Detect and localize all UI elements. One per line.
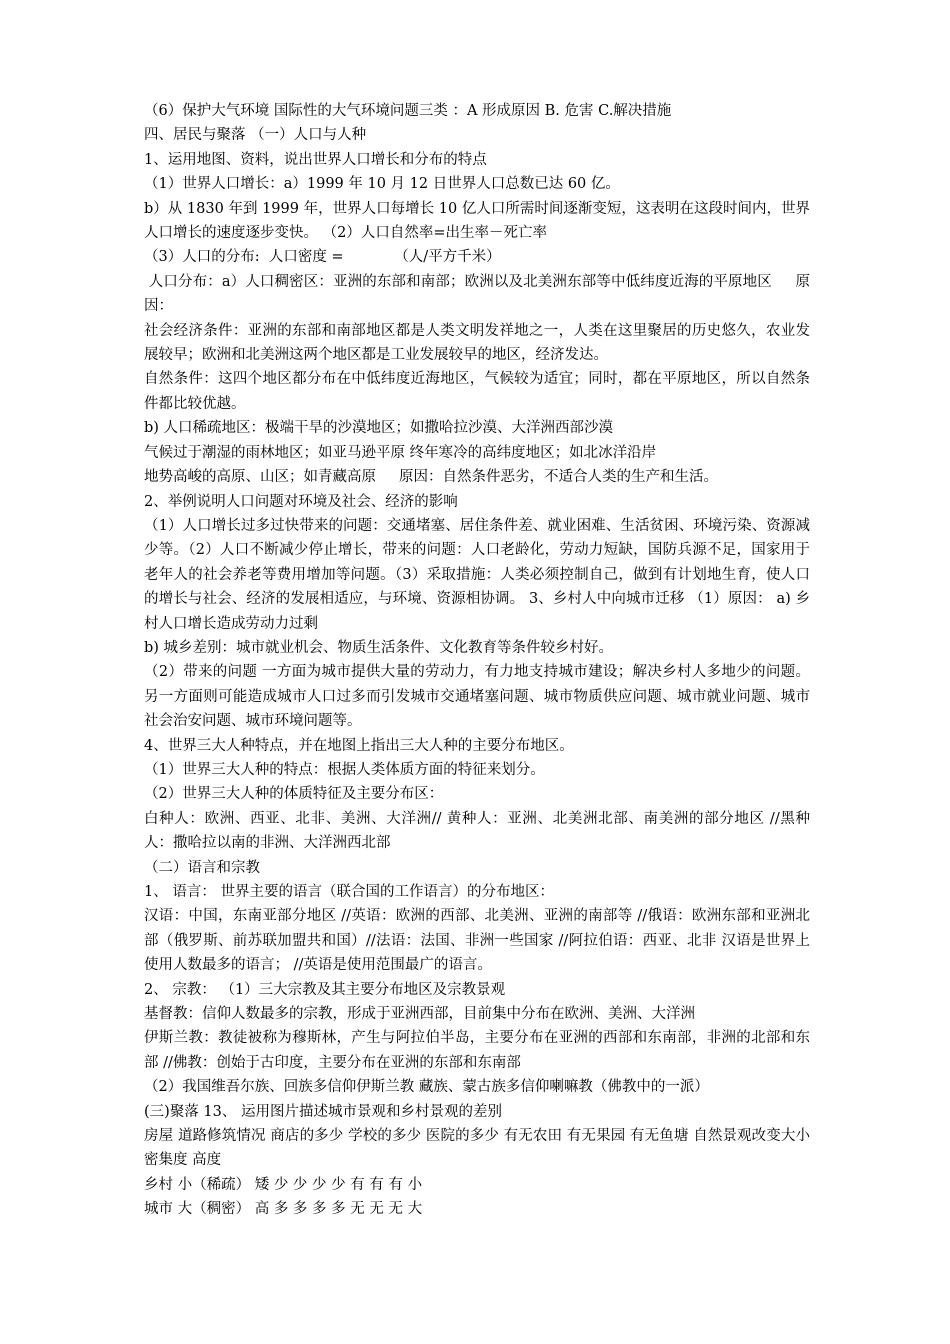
paragraph: （1）人口增长过多过快带来的问题：交通堵塞、居住条件差、就业困难、生活贫困、环境污染、资源减少等。（2）人口不断减少停止增长，带来的问题：人口老龄化，劳动力短缺，国防兵源不足，国家用于老年人的社会养老等费用增加等问题。（3）采取措施：人类必须控制自己，做到有计划地生育，使人口的增长与社会、经济的发展相适应，与环境、资源相协调。 3、乡村人中向城市迁移 （1）原因： a) 乡村人口增长造成劳动力过剩 (144, 517, 810, 632)
text-line: （1）世界人口增长：a）1999 年 10 月 12 日世界人口总数已达 60 亿。 (144, 176, 620, 193)
text-line: b) 人口稀疏地区：极端干旱的沙漠地区；如撒哈拉沙漠、大洋洲西部沙漠 (144, 420, 614, 437)
text-line: 城市 大（稠密） 高 多 多 多 多 无 无 无 大 (144, 1201, 423, 1218)
section-heading: (三)聚落 13、 运用图片描述城市景观和乡村景观的差别 (144, 1103, 502, 1120)
text-line: 乡村 小（稀疏） 矮 少 少 少 少 有 有 有 小 (144, 1176, 423, 1193)
paragraph: （2）带来的问题 一方面为城市提供大量的劳动力，有力地支持城市建设；解决乡村人多地少的问题。另一方面则可能造成城市人口过多而引发城市交通堵塞问题、城市物质供应问题、城市就业问题、城市社会治安问题、城市环境问题等。 (144, 664, 810, 730)
text-line: （1）世界三大人种的特点：根据人类体质方面的特征来划分。 (144, 761, 545, 778)
paragraph: 伊斯兰教：教徒被称为穆斯林，产生与阿拉伯半岛，主要分布在亚洲的西部和东南部，非洲的北部和东部 //佛教：创始于古印度，主要分布在亚洲的东部和东南部 (144, 1030, 810, 1071)
paragraph: 人口分布：a）人口稠密区：亚洲的东部和南部；欧洲以及北美洲东部等中低纬度近海的平原地区 原因： (144, 273, 811, 315)
text-line: 1、运用地图、资料，说出世界人口增长和分布的特点 (144, 151, 487, 168)
paragraph: 白种人：欧洲、西亚、北非、美洲、大洋洲// 黄种人：亚洲、北美洲北部、南美洲的部分地区 //黑种人：撒哈拉以南的非洲、大洋洲西北部 (144, 810, 810, 852)
paragraph: 社会经济条件：亚洲的东部和南部地区都是人类文明发祥地之一，人类在这里聚居的历史悠久，农业发展较早；欧洲和北美洲这两个地区都是工业发展较早的地区，经济发达。 (144, 322, 810, 364)
text-line: 2、举例说明人口问题对环境及社会、经济的影响 (144, 493, 458, 510)
text-line: b) 城乡差别：城市就业机会、物质生活条件、文化教育等条件较乡村好。 (144, 639, 614, 656)
text-line: （2）世界三大人种的体质特征及主要分布区： (144, 786, 444, 803)
paragraph: b）从 1830 年到 1999 年，世界人口每增长 10 亿人口所需时间逐渐变短，这表明在这段时间内，世界人口增长的速度逐步变快。 （2）人口自然率=出生率－死亡率 (144, 200, 810, 242)
text-line: （6）保护大气环境 国际性的大气环境问题三类 ：A 形成原因 B. 危害 C.解决措施 (144, 103, 672, 119)
text-line: 气候过于潮湿的雨林地区；如亚马逊平原 终年寒冷的高纬度地区；如北冰洋沿岸 (144, 444, 657, 461)
text-line: （3）人口的分布: 人口密度 = （人/平方千米） (144, 249, 501, 266)
section-heading: （二）语言和宗教 (144, 859, 260, 876)
text-line: （2）我国维吾尔族、回族多信仰伊斯兰教 藏族、蒙古族多信仰喇嘛教（佛教中的一派） (144, 1079, 709, 1096)
section-heading: 四、居民与聚落 （一）人口与人种 (144, 127, 367, 144)
text-line: 1、 语言： 世界主要的语言（联合国的工作语言）的分布地区： (144, 884, 554, 900)
document-page (144, 99, 810, 1222)
text-line: 基督教：信仰人数最多的宗教，形成于亚洲西部，目前集中分布在欧洲、美洲、大洋洲 (144, 1006, 695, 1023)
text-line: 地势高峻的高原、山区；如青藏高原 原因：自然条件恶劣，不适合人类的生产和生活。 (144, 469, 719, 486)
text-line: 2、 宗教： （1）三大宗教及其主要分布地区及宗教景观 (144, 981, 506, 998)
paragraph: 汉语：中国，东南亚部分地区 //英语：欧洲的西部、北美洲、亚洲的南部等 //俄语：欧洲东部和亚洲北部（俄罗斯、前苏联加盟共和国）//法语：法国、非洲一些国家 //阿拉伯语：西亚、北非 汉语是世界上使用人数最多的语言； //英语是使用范围最广的语言。 (144, 908, 810, 974)
text-line: 4、世界三大人种特点，并在地图上指出三大人种的主要分布地区。 (144, 737, 574, 754)
paragraph: 房屋 道路修筑情况 商店的多少 学校的多少 医院的多少 有无农田 有无果园 有无鱼塘 自然景观改变大小 密集度 高度 (144, 1128, 810, 1169)
paragraph: 自然条件：这四个地区都分布在中低纬度近海地区，气候较为适宜；同时，都在平原地区，所以自然条件都比较优越。 (144, 371, 810, 412)
